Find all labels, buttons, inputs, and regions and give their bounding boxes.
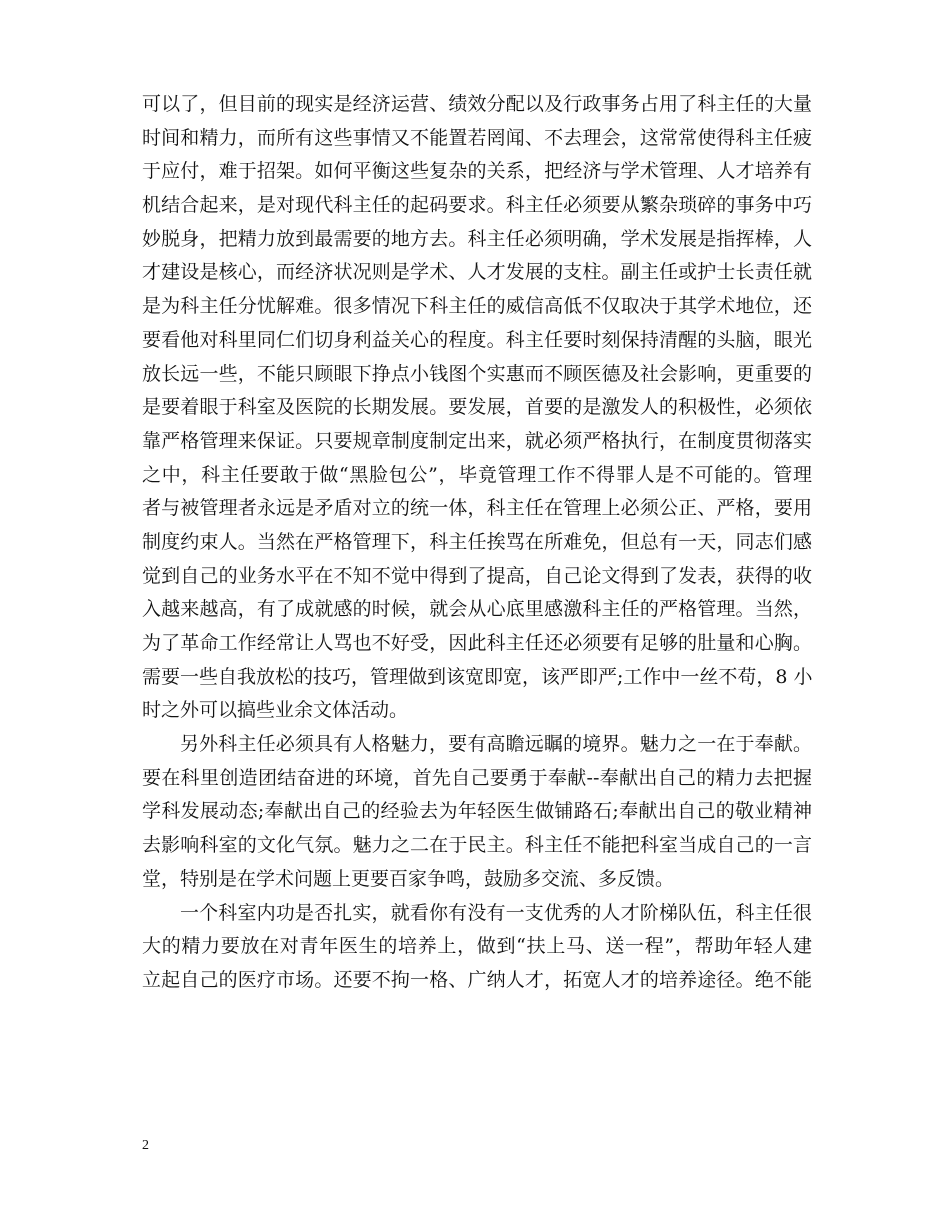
text-line: 制度约束人。当然在严格管理下，科主任挨骂在所难免，但总有一天，同志们感	[142, 530, 812, 553]
body-text	[142, 88, 812, 998]
text-line: 是为科主任分忧解难。很多情况下科主任的威信高低不仅取决于其学术地位，还	[142, 295, 812, 318]
text-line: 者与被管理者永远是矛盾对立的统一体，科主任在管理上必须公正、严格，要用	[142, 497, 812, 520]
text-line: 靠严格管理来保证。只要规章制度制定出来，就必须严格执行，在制度贯彻落实	[142, 429, 812, 452]
text-line: 时之外可以搞些业余文体活动。	[142, 699, 409, 722]
text-line: 于应付，难于招架。如何平衡这些复杂的关系，把经济与学术管理、人才培养有	[142, 160, 812, 183]
text-line: 大的精力要放在对青年医生的培养上，做到“扶上马、送一程”，帮助年轻人建	[142, 935, 812, 958]
text-line: 堂，特别是在学术问题上更要百家争鸣，鼓励多交流、多反馈。	[142, 867, 675, 890]
text-line: 妙脱身，把精力放到最需要的地方去。科主任必须明确，学术发展是指挥棒，人	[142, 227, 812, 250]
text-line: 之中，科主任要敢于做“黑脸包公”，毕竟管理工作不得罪人是不可能的。管理	[142, 463, 812, 486]
text-line: 时间和精力，而所有这些事情又不能置若罔闻、不去理会，这常常使得科主任疲	[142, 126, 812, 149]
text-line: 立起自己的医疗市场。还要不拘一格、广纳人才，拓宽人才的培养途径。绝不能	[142, 968, 812, 991]
text-line: 为了革命工作经常让人骂也不好受，因此科主任还必须要有足够的肚量和心胸。	[142, 632, 812, 654]
text-line: 入越来越高，有了成就感的时候，就会从心底里感激科主任的严格管理。当然，	[142, 598, 812, 621]
text-line: 另外科主任必须具有人格魅力，要有高瞻远瞩的境界。魅力之一在于奉献。	[180, 733, 812, 756]
text-line: 觉到自己的业务水平在不知不觉中得到了提高，自己论文得到了发表，获得的收	[142, 564, 812, 587]
text-line: 可以了，但目前的现实是经济运营、绩效分配以及行政事务占用了科主任的大量	[142, 93, 812, 115]
text-line: 放长远一些，不能只顾眼下挣点小钱图个实惠而不顾医德及社会影响，更重要的	[142, 362, 812, 385]
text-line: 一个科室内功是否扎实，就看你有没有一支优秀的人才阶梯队伍，科主任很	[180, 901, 812, 924]
text-line: 是要着眼于科室及医院的长期发展。要发展，首要的是激发人的积极性，必须依	[142, 396, 812, 419]
text-line: 要在科里创造团结奋进的环境，首先自己要勇于奉献--奉献出自己的精力去把握	[142, 766, 812, 789]
text-line: 需要一些自我放松的技巧，管理做到该宽即宽，该严即严;工作中一丝不苟，8 小	[142, 665, 813, 688]
text-line: 机结合起来，是对现代科主任的起码要求。科主任必须要从繁杂琐碎的事务中巧	[142, 194, 812, 217]
text-line: 学科发展动态;奉献出自己的经验去为年轻医生做铺路石;奉献出自己的敬业精神	[142, 800, 812, 823]
page-number: 2	[142, 1138, 149, 1153]
text-line: 才建设是核心，而经济状况则是学术、人才发展的支柱。副主任或护士长责任就	[142, 261, 812, 284]
text-line: 要看他对科里同仁们切身利益关心的程度。科主任要时刻保持清醒的头脑，眼光	[142, 328, 812, 351]
text-line: 去影响科室的文化气氛。魅力之二在于民主。科主任不能把科室当成自己的一言	[142, 834, 812, 857]
